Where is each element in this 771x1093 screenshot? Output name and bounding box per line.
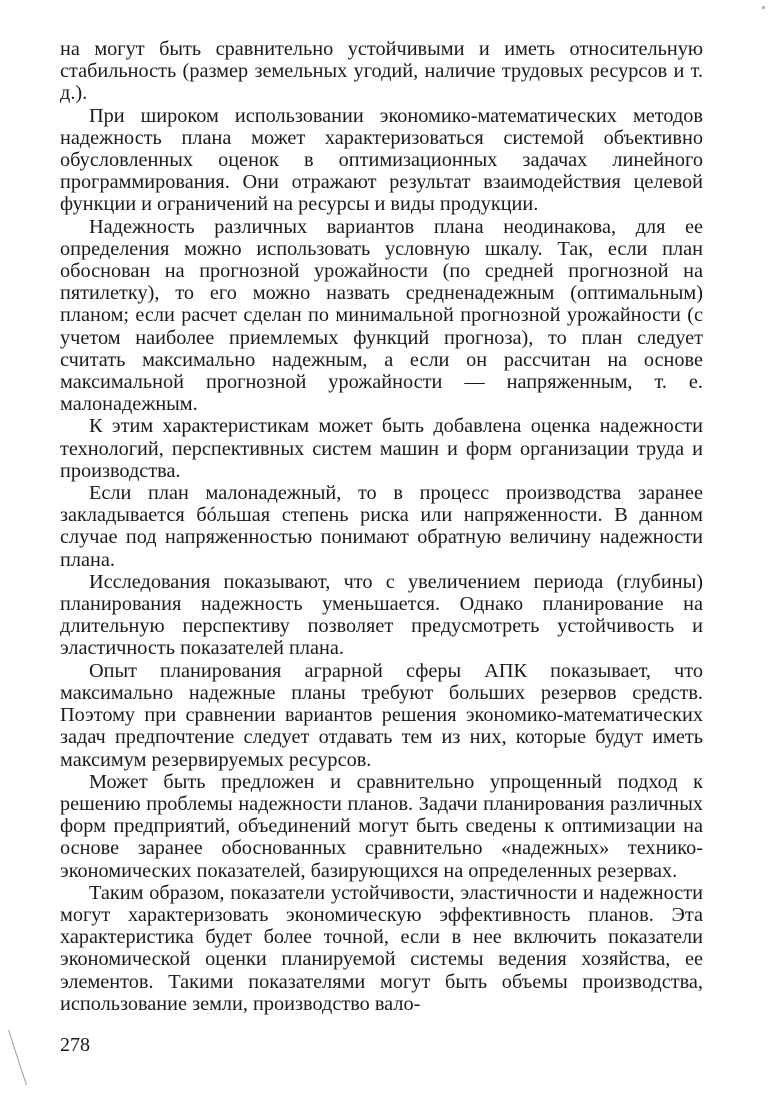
paragraph-6: Исследования показывают, что с увеличением периода (глубины) планирования надежность уменьшается. Однако планирование на длительную перспективу позволяет предусмотреть устойчивость и эластичность показателей плана. <box>60 570 703 660</box>
paragraph-7: Опыт планирования аграрной сферы АПК показывает, что максимально надежные планы требуют больших резервов средств. Поэтому при сравнении вариантов решения экономико-математических задач предпочтение следует отдавать тем из них, которые будут иметь максимум резервируемых ресурсов. <box>60 659 703 771</box>
scan-edge-mark <box>8 1030 27 1085</box>
paragraph-8: Может быть предложен и сравнительно упрощенный подход к решению проблемы надежности планов. Задачи планирования различных форм предприятий, объединений могут быть сведены к оптимизации на основе заранее обоснованных сравнительно «надежных» технико-экономических показателей, базирующихся на определенных резервах. <box>60 770 703 882</box>
page-body <box>60 38 703 1015</box>
page-number: 278 <box>60 1034 90 1056</box>
paragraph-2: При широком использовании экономико-математических методов надежность плана может характеризоваться системой объективно обусловленных оценок в оптимизационных задачах линейного программирования. Они отражают результат взаимодействия целевой функции и ограничений на ресурсы и виды продукции. <box>60 104 703 216</box>
paragraph-4: К этим характеристикам может быть добавлена оценка надежности технологий, перспективных систем машин и форм организации труда и производства. <box>60 415 703 482</box>
paragraph-3: Надежность различных вариантов плана неодинакова, для ее определения можно использовать условную шкалу. Так, если план обоснован на прогнозной урожайности (по средней прогнозной на пятилетку), то его можно назвать средненадежным (оптимальным) планом; если расчет сделан по минимальной прогнозной урожайности (с учетом наиболее приемлемых функций прогноза), то план следует считать максимально надежным, а если он рассчитан на основе максимальной прогнозной урожайности — напряженным, т. е. малонадежным. <box>60 215 703 416</box>
scan-corner-mark <box>762 6 765 9</box>
paragraph-1: на могут быть сравнительно устойчивыми и иметь относительную стабильность (размер земельных угодий, наличие трудовых ресурсов и т. д.). <box>60 38 703 105</box>
paragraph-5: Если план малонадежный, то в процесс производства заранее закладывается бóльшая степень риска или напряженности. В данном случае под напряженностью понимают обратную величину надежности плана. <box>60 482 703 571</box>
paragraph-9: Таким образом, показатели устойчивости, эластичности и надежности могут характеризовать экономическую эффективность планов. Эта характеристика будет более точной, если в нее включить показатели экономической оценки планируемой системы ведения хозяйства, ее элементов. Такими показателями могут быть объемы производства, использование земли, производство вало- <box>60 881 703 1015</box>
